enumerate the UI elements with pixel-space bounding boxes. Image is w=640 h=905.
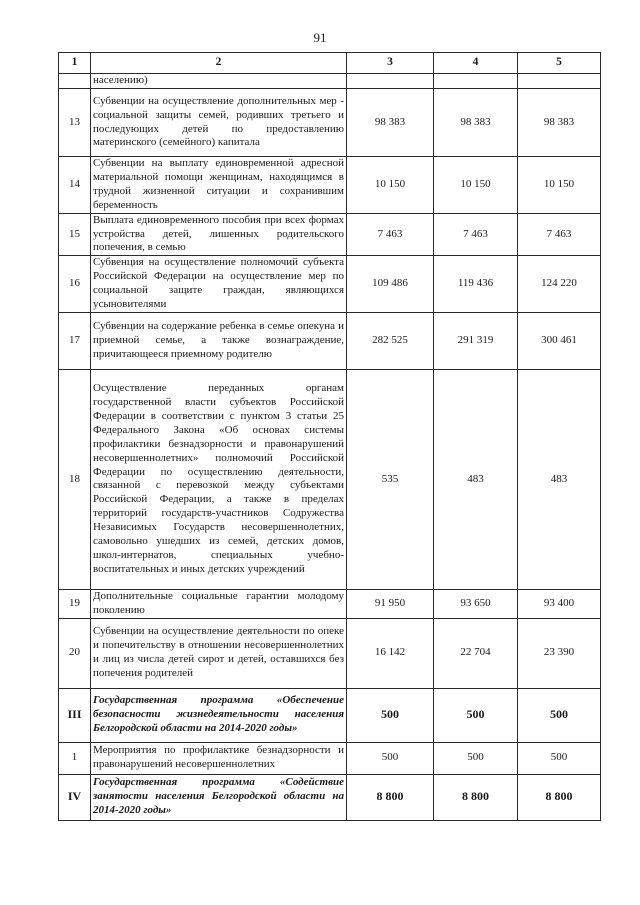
- table-row: [59, 312, 601, 369]
- row-number: 1: [59, 742, 91, 774]
- budget-table: [58, 52, 601, 821]
- value-col-4: 10 150: [434, 157, 518, 214]
- value-col-5: 93 400: [518, 589, 601, 618]
- column-header: 2: [91, 53, 347, 74]
- value-col-4: 483: [434, 369, 518, 589]
- table-row: [59, 618, 601, 688]
- value-col-3: 16 142: [347, 618, 434, 688]
- value-col-5: 98 383: [518, 89, 601, 157]
- column-header: 1: [59, 53, 91, 74]
- row-name: Дополнительные социальные гарантии молодому поколению: [91, 589, 347, 618]
- value-col-4: 119 436: [434, 256, 518, 313]
- table-row: [59, 589, 601, 618]
- column-header: 4: [434, 53, 518, 74]
- column-header: 5: [518, 53, 601, 74]
- row-number: 16: [59, 256, 91, 313]
- table-row: [59, 369, 601, 589]
- row-name: населению): [91, 74, 347, 89]
- row-name: Государственная программа «Обеспечение безопасности жизнедеятельности населения Белгородской области на 2014-2020 годы»: [91, 688, 347, 742]
- value-col-3: 500: [347, 742, 434, 774]
- value-col-3: 91 950: [347, 589, 434, 618]
- table-row: [59, 213, 601, 256]
- value-col-5: [518, 74, 601, 89]
- value-col-5: 7 463: [518, 213, 601, 256]
- table-row: [59, 74, 601, 89]
- value-col-3: 7 463: [347, 213, 434, 256]
- value-col-3: 98 383: [347, 89, 434, 157]
- value-col-4: 500: [434, 742, 518, 774]
- value-col-4: [434, 74, 518, 89]
- table-row: [59, 256, 601, 313]
- row-name: Государственная программа «Содействие занятости населения Белгородской области на 2014-2020 годы»: [91, 774, 347, 820]
- table-row: [59, 157, 601, 214]
- value-col-5: 23 390: [518, 618, 601, 688]
- row-number: [59, 74, 91, 89]
- page-number: 91: [313, 30, 327, 45]
- value-col-4: 98 383: [434, 89, 518, 157]
- table-row-program: [59, 774, 601, 820]
- table-row: [59, 89, 601, 157]
- value-col-4: 8 800: [434, 774, 518, 820]
- value-col-3: 500: [347, 688, 434, 742]
- value-col-5: 10 150: [518, 157, 601, 214]
- value-col-3: 8 800: [347, 774, 434, 820]
- row-number: 17: [59, 312, 91, 369]
- row-number: 18: [59, 369, 91, 589]
- row-name: Осуществление переданных органам государственной власти субъектов Российской Федерации в соответствии с пунктом 3 статьи 25 Федерального Закона «Об основах системы профилактики безнадзорности и правонарушений несовершеннолетних» полномочий Российской Федерации по осуществлению деятельности, связанной с перевозкой между субъектами Российской Федерации, а также в пределах территорий государств-участников Содружества Независимых Государств несовершеннолетних, самовольно ушедших из семей, детских домов, школ-интернатов, специальных учебно-воспитательных и иных детских учреждений: [91, 369, 347, 589]
- row-name: Субвенции на осуществление деятельности по опеке и попечительству в отношении несовершеннолетних и лиц из числа детей сирот и детей, оставшихся без попечения родителей: [91, 618, 347, 688]
- row-name: Субвенции на содержание ребенка в семье опекуна и приемной семье, а также вознаграждение, причитающееся приемному родителю: [91, 312, 347, 369]
- table-header-row: [59, 53, 601, 74]
- row-number: 14: [59, 157, 91, 214]
- row-name: Мероприятия по профилактике безнадзорности и правонарушений несовершеннолетних: [91, 742, 347, 774]
- row-name: Субвенция на осуществление полномочий субъекта Российской Федерации на осуществление мер по социальной защите граждан, являющихся усыновителями: [91, 256, 347, 313]
- column-header: 3: [347, 53, 434, 74]
- value-col-5: 8 800: [518, 774, 601, 820]
- value-col-4: 500: [434, 688, 518, 742]
- value-col-4: 93 650: [434, 589, 518, 618]
- value-col-5: 483: [518, 369, 601, 589]
- row-name: Выплата единовременного пособия при всех формах устройства детей, лишенных родительского попечения, в семью: [91, 213, 347, 256]
- value-col-4: 22 704: [434, 618, 518, 688]
- row-number: 13: [59, 89, 91, 157]
- row-number: 15: [59, 213, 91, 256]
- value-col-3: 282 525: [347, 312, 434, 369]
- table-row: [59, 742, 601, 774]
- row-number: 20: [59, 618, 91, 688]
- row-name: Субвенции на осуществление дополнительных мер - социальной защиты семей, родивших третьего и последующих детей по предоставлению материнского (семейного) капитала: [91, 89, 347, 157]
- value-col-3: 535: [347, 369, 434, 589]
- value-col-4: 7 463: [434, 213, 518, 256]
- row-number: III: [59, 688, 91, 742]
- value-col-5: 124 220: [518, 256, 601, 313]
- value-col-5: 500: [518, 742, 601, 774]
- value-col-3: 109 486: [347, 256, 434, 313]
- value-col-5: 300 461: [518, 312, 601, 369]
- value-col-3: [347, 74, 434, 89]
- row-number: 19: [59, 589, 91, 618]
- row-number: IV: [59, 774, 91, 820]
- value-col-4: 291 319: [434, 312, 518, 369]
- value-col-5: 500: [518, 688, 601, 742]
- table-row-program: [59, 688, 601, 742]
- value-col-3: 10 150: [347, 157, 434, 214]
- row-name: Субвенции на выплату единовременной адресной материальной помощи женщинам, находящимся в трудной жизненной ситуации и сохранившим беременность: [91, 157, 347, 214]
